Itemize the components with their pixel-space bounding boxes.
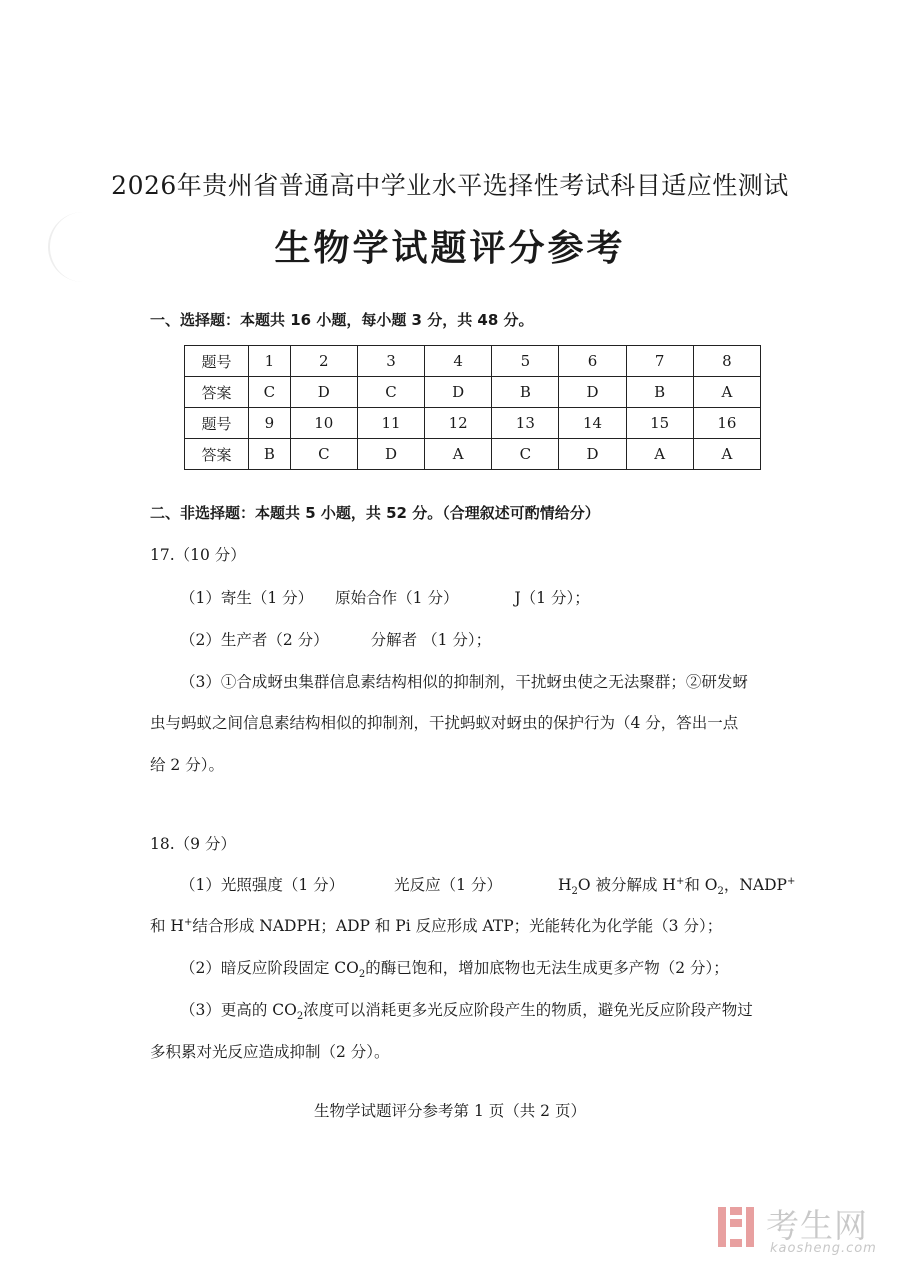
table-row-label: 答案 xyxy=(185,439,249,470)
table-cell: 7 xyxy=(626,346,693,377)
table-cell: A xyxy=(693,377,760,408)
page-footer: 生物学试题评分参考第 1 页（共 2 页） xyxy=(314,1102,586,1120)
q18-part2: （2）暗反应阶段固定 $CO_2$的酶已饱和，增加底物也无法生成更多产物（2 分）； xyxy=(180,959,729,981)
table-cell: D xyxy=(559,439,626,470)
table-row-label: 答案 xyxy=(185,377,249,408)
table-cell: 14 xyxy=(559,408,626,439)
q18-part1-line1 xyxy=(180,873,795,897)
table-cell: 3 xyxy=(357,346,424,377)
table-cell: C xyxy=(290,439,357,470)
q17-p1-b: 原始合作（1 分） xyxy=(335,589,459,607)
table-cell: 1 xyxy=(249,346,291,377)
table-row xyxy=(185,408,761,439)
q17-p1-c: J（1 分）； xyxy=(514,589,590,607)
table-cell: 6 xyxy=(559,346,626,377)
q17-p2-b: 分解者 （1 分）； xyxy=(370,631,492,649)
table-cell: 15 xyxy=(626,408,693,439)
table-cell: C xyxy=(357,377,424,408)
table-cell: D xyxy=(290,377,357,408)
table-row-label: 题号 xyxy=(185,346,249,377)
table-cell: B xyxy=(626,377,693,408)
table-cell: 12 xyxy=(425,408,492,439)
q18-p1-c: $H_2O$ 被分解成 H+和 $O_2$，NADP+ xyxy=(557,875,796,898)
table-cell: 16 xyxy=(693,408,760,439)
table-cell: A xyxy=(425,439,492,470)
table-cell: A xyxy=(626,439,693,470)
table-cell: A xyxy=(693,439,760,470)
section-2-heading: 二、非选择题：本题共 5 小题，共 52 分。（合理叙述可酌情给分） xyxy=(150,504,600,522)
table-cell: D xyxy=(559,377,626,408)
table-cell: C xyxy=(492,439,559,470)
q17-part2 xyxy=(180,628,491,650)
table-cell: B xyxy=(249,439,291,470)
table-cell: 9 xyxy=(249,408,291,439)
table-row xyxy=(185,377,761,408)
watermark-url: kaosheng.com xyxy=(770,1241,877,1256)
table-cell: 8 xyxy=(693,346,760,377)
q17-part3-line1: （3）①合成蚜虫集群信息素结构相似的抑制剂，干扰蚜虫使之无法聚群；②研发蚜 xyxy=(180,673,748,691)
exam-title: 2026年贵州省普通高中学业水平选择性考试科目适应性测试 xyxy=(111,171,789,200)
table-cell: C xyxy=(249,377,291,408)
section-1-heading: 一、选择题：本题共 16 小题，每小题 3 分，共 48 分。 xyxy=(150,311,534,329)
table-cell: 5 xyxy=(492,346,559,377)
q17-part3-line2: 虫与蚂蚁之间信息素结构相似的抑制剂，干扰蚂蚁对蚜虫的保护行为（4 分，答出一点 xyxy=(150,714,739,732)
table-row xyxy=(185,346,761,377)
watermark-logo-icon xyxy=(716,1205,760,1249)
watermark-text: 考生网 xyxy=(766,1206,868,1245)
q18-p1-a: （1）光照强度（1 分） xyxy=(180,876,345,894)
table-cell: B xyxy=(492,377,559,408)
document-subtitle: 生物学试题评分参考 xyxy=(274,228,626,269)
q18-part3-line2: 多积累对光反应造成抑制（2 分）。 xyxy=(150,1043,390,1061)
answer-table xyxy=(184,345,761,470)
table-cell: 13 xyxy=(492,408,559,439)
q18-number: 18.（9 分） xyxy=(150,835,236,853)
table-cell: 4 xyxy=(425,346,492,377)
q18-p1-b: 光反应（1 分） xyxy=(394,876,502,894)
q18-part1-line2: 和 H+结合形成 NADPH；ADP 和 Pi 反应形成 ATP；光能转化为化学能（3 分）； xyxy=(150,916,723,935)
table-cell: 11 xyxy=(357,408,424,439)
q17-p2-a: （2）生产者（2 分） xyxy=(180,631,329,649)
table-row xyxy=(185,439,761,470)
q18-part3-line1: （3）更高的 $CO_2$浓度可以消耗更多光反应阶段产生的物质，避免光反应阶段产物过 xyxy=(180,1001,753,1023)
table-cell: D xyxy=(425,377,492,408)
q17-number: 17.（10 分） xyxy=(150,546,246,564)
table-cell: D xyxy=(357,439,424,470)
table-cell: 10 xyxy=(290,408,357,439)
table-cell: 2 xyxy=(290,346,357,377)
q17-part1 xyxy=(180,586,590,608)
q17-part3-line3: 给 2 分）。 xyxy=(150,756,224,774)
table-row-label: 题号 xyxy=(185,408,249,439)
q17-p1-a: （1）寄生（1 分） xyxy=(180,589,314,607)
